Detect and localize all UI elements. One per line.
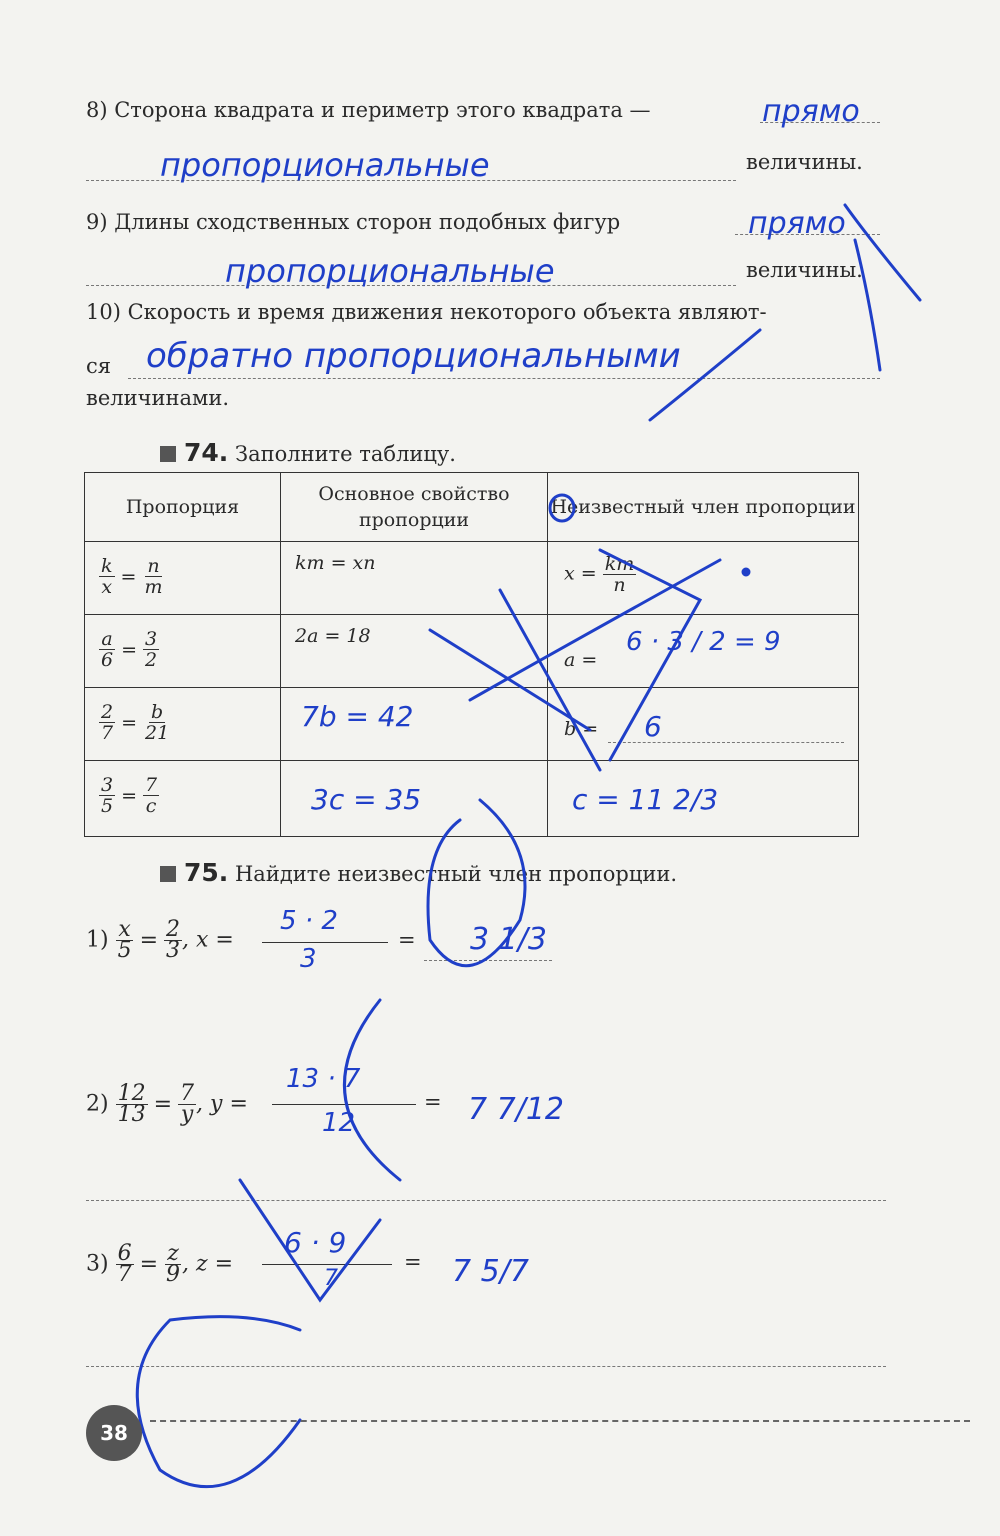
- task75-item-2: 2) $\frac{12}{13}$ = $\frac{7}{y}$ , y =: [86, 1081, 248, 1127]
- header-proportion: Пропорция: [85, 473, 281, 542]
- equals-3: =: [404, 1250, 422, 1274]
- cell-unknown: x = $\frac{km}{n}$: [548, 542, 859, 615]
- hw-result-2: 7 7/12: [468, 1092, 564, 1127]
- hw-answer-b: 6: [644, 710, 662, 743]
- q8-answer-2: пропорциональные: [160, 146, 490, 184]
- equals-2: =: [424, 1090, 442, 1114]
- hw-result-3: 7 5/7: [452, 1254, 529, 1289]
- header-property: Основное свойство пропорции: [281, 473, 548, 542]
- hw-property-b: 7b = 42: [301, 700, 414, 733]
- footer-rule: [150, 1420, 970, 1422]
- cell-property: km = xn: [281, 542, 548, 615]
- q8-tail: величины.: [746, 150, 863, 174]
- hw-num-1: 5 · 2: [280, 906, 338, 936]
- hw-property-c: 3c = 35: [311, 783, 422, 816]
- q8-text: 8) Сторона квадрата и периметр этого квадрата —: [86, 98, 651, 122]
- cell-unknown: b = 6: [548, 688, 859, 761]
- cell-property: 2a = 18: [281, 615, 548, 688]
- q9-answer-1: прямо: [748, 206, 846, 241]
- cell-proportion: $\frac{3}{5}$ = $\frac{7}{c}$: [85, 761, 281, 837]
- task75-number: 75.: [184, 858, 229, 887]
- hw-den-2: 12: [322, 1108, 356, 1138]
- hw-den-3: 7: [324, 1266, 338, 1291]
- cell-proportion: $\frac{2}{7}$ = $\frac{b}{21}$: [85, 688, 281, 761]
- hw-den-1: 3: [300, 944, 317, 974]
- task74-title-text: Заполните таблицу.: [234, 442, 456, 466]
- q9-answer-2: пропорциональные: [225, 252, 555, 290]
- cell-unknown: a = 6 · 3 / 2 = 9: [548, 615, 859, 688]
- task75-item-1: 1) $\frac{x}{5}$ = $\frac{2}{3}$ , x =: [86, 917, 234, 963]
- q10-tail: величинами.: [86, 386, 229, 410]
- hw-result-1: 3 1/3: [470, 922, 547, 957]
- q10-answer: обратно пропорциональными: [146, 336, 681, 376]
- task75-title-text: Найдите неизвестный член пропорции.: [234, 862, 678, 886]
- hw-answer-c: c = 11 2/3: [572, 783, 719, 816]
- hw-num-2: 13 · 7: [286, 1064, 361, 1094]
- equals-1: =: [398, 928, 416, 952]
- page-number-badge: 38: [86, 1405, 142, 1461]
- task74-number: 74.: [184, 438, 229, 467]
- hw-num-3: 6 · 9: [284, 1226, 347, 1259]
- hw-answer-a: 6 · 3 / 2 = 9: [626, 627, 781, 657]
- cell-proportion: $\frac{k}{x}$ = $\frac{n}{m}$: [85, 542, 281, 615]
- q8-answer-1: прямо: [762, 94, 860, 129]
- cell-proportion: $\frac{a}{6}$ = $\frac{3}{2}$: [85, 615, 281, 688]
- header-unknown: Неизвестный член пропорции: [548, 473, 859, 542]
- q9-tail: величины.: [746, 258, 863, 282]
- q10-prefix: ся: [86, 354, 112, 378]
- task75-item-3: 3) $\frac{6}{7}$ = $\frac{z}{9}$ , z =: [86, 1241, 234, 1287]
- q10-text: 10) Скорость и время движения некоторого объекта являют-: [86, 300, 767, 324]
- q9-text: 9) Длины сходственных сторон подобных фигур: [86, 210, 621, 234]
